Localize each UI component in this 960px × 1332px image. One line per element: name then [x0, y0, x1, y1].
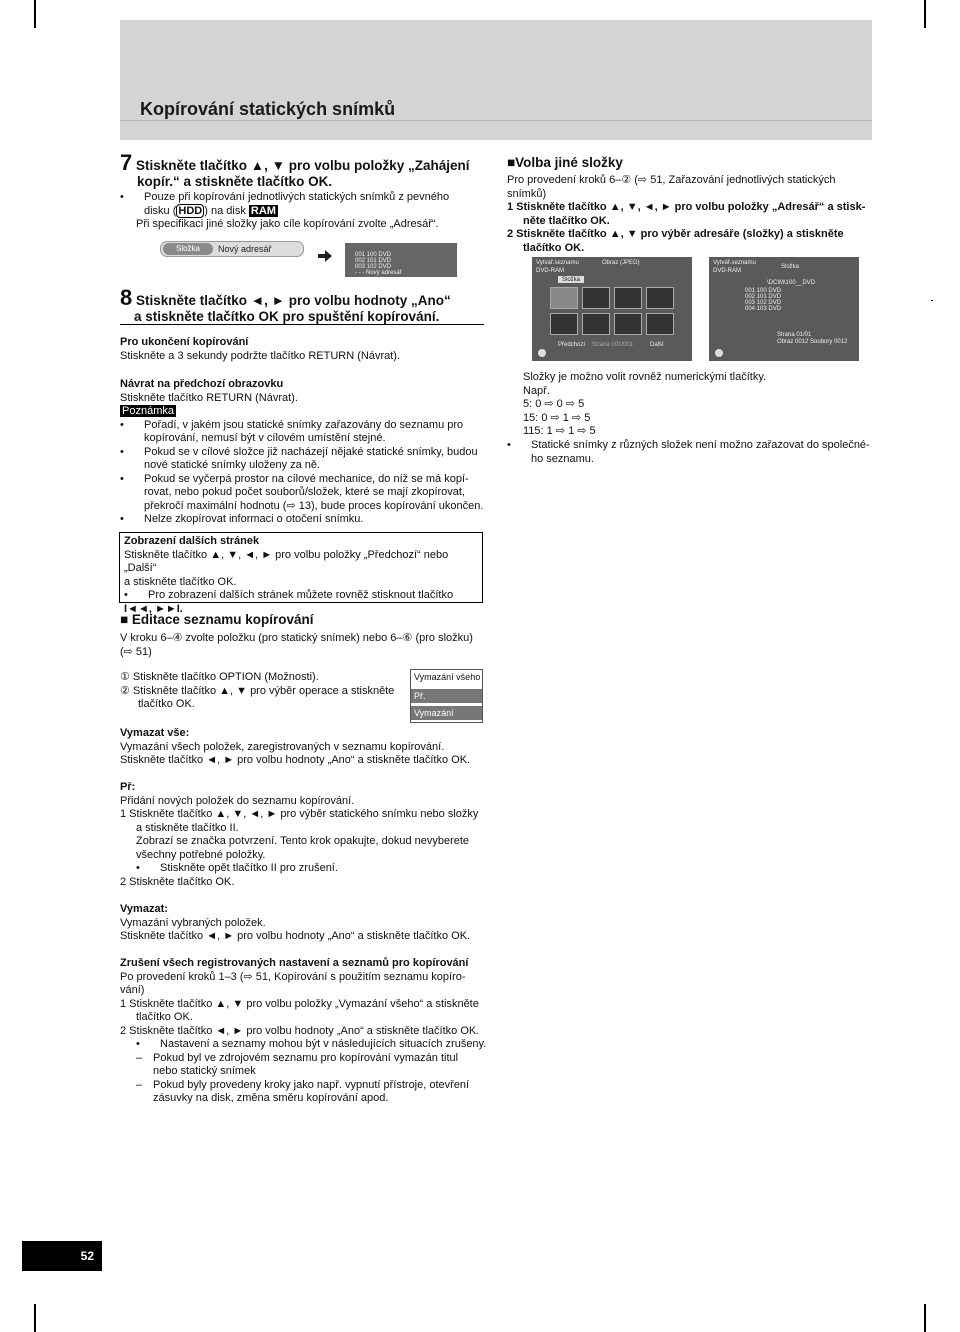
folder-row[interactable]: 001 100 DVD [355, 252, 392, 258]
thumbnail[interactable] [550, 313, 578, 335]
ram-badge: RAM [250, 204, 276, 217]
crop-mark [34, 0, 36, 28]
note-bullet: • Nelze zkopírovat informaci o otočení snímku. [120, 513, 490, 527]
step-bullet: • Pouze při kopírování jednotlivých statických snímků z pevného disku ( HDD ) na disk RAM [120, 191, 490, 218]
folder-row[interactable]: 004 103 DVD [745, 306, 782, 312]
step-heading-cont: kopír.“ a stiskněte tlačítko OK. [137, 174, 333, 189]
other-pages-box: Zobrazení dalších stránek Stiskněte tlačítko ▲, ▼, ◄, ► pro volbu položky „Předchozí“ nebo „Další“ a stiskněte tlačítko OK. • Pro zobrazení dalších stránek můžete rovněž stisknout tlačítko I◄◄, ►►I. [119, 532, 483, 603]
note-bullet: • Pokud se vyčerpá prostor na cílové mechanice, do níž se má kopí- rovat, nebo pokud počet souborů/složek, které se mají zkopírovat, překročí maximální hodnotu (⇨ 13), bude proces kopírování ukončen. [120, 473, 490, 514]
section-text: Stiskněte a 3 sekundy podržte tlačítko RETURN (Návrat). [120, 349, 400, 362]
step-heading-cont: a stiskněte tlačítko OK pro spuštění kopírování. [134, 309, 440, 324]
page-number: 52 [22, 1241, 102, 1271]
other-folder-section: ■Volba jiné složky Pro provedení kroků 6–② (⇨ 51, Zařazování jednotlivých statických snímků) 1 Stiskněte tlačítko ▲, ▼, ◄, ► pro volbu položky „Adresář“ a stisk- něte tlačítko OK. 2 Stiskněte tlačítko ▲, ▼ pro výběr adresáře (složky) a stiskněte tlačítko OK. [507, 155, 866, 254]
folder-row[interactable]: 003 102 DVD [745, 300, 782, 306]
page-indicator: Strana 001/001 [592, 342, 634, 348]
step-heading: Stiskněte tlačítko ▲, ▼ pro volbu položky „Zahájení [136, 158, 470, 173]
folder-row[interactable]: 003 102 DVD [355, 264, 392, 270]
thumbnail[interactable] [582, 313, 610, 335]
header-divider [120, 120, 872, 121]
box-title: Zobrazení dalších stránek [124, 535, 260, 547]
folder-button-strip [160, 241, 304, 257]
note-label: Poznámka [122, 405, 174, 417]
folder-select-screen: Vytvář.seznamu DVD-RAM Složka \DCIM\100__DVD 001 100 DVD 002 101 DVD 003 102 DVD 004 103 DVD Strana 01/01 Obraz 0012 Soubory 0012 [709, 257, 859, 361]
crop-mark [34, 1304, 36, 1332]
cancel-all-section: Zrušení všech registrovaných nastavení a seznamů pro kopírování Po provedení kroků 1–3 (⇨ 51, Kopírování s použitím seznamu kopíro- vání) 1 Stiskněte tlačítko ▲, ▼ pro volbu položky „Vymazání všeho“ a stiskněte tlačítko OK. 2 Stiskněte tlačítko ◄, ► pro volbu hodnoty „Ano“ a stiskněte tlačítko OK. • Nastavení a seznamy mohou být v následujících situacích zrušeny. – Pokud byl ve zdrojovém seznamu pro kopírování vymazán titul nebo statický snímek – Pokud byly provedeny kroky jako např. vypnutí přístroje, otevření zásuvky na disk, změna směru kopírování apod. [120, 957, 520, 1106]
back-section [120, 378, 490, 527]
folder-bullet: • Statické snímky z různých složek není možno zařazovat do společné- ho seznamu. [507, 439, 891, 466]
end-copy-section [120, 336, 490, 363]
note-bullet: • Pořadí, v jakém jsou statické snímky zařazovány do seznamu pro kopírování, nemusí být v cílovém umístění stejné. [120, 419, 490, 446]
section-heading: Volba jiné složky [515, 155, 623, 170]
page-title: Kopírování statických snímků [140, 99, 396, 119]
thumbnail[interactable] [646, 287, 674, 309]
folder-row[interactable]: 002 101 DVD [745, 294, 782, 300]
menu-item-add[interactable]: Př. [411, 689, 482, 703]
folder-list-screen [345, 243, 457, 277]
step-number: 7 [120, 150, 133, 175]
section-title: Pro ukončení kopírování [120, 336, 249, 348]
folder-row[interactable]: 001 100 DVD [745, 288, 782, 294]
delete-section: Vymazat: Vymazání vybraných položek. Stiskněte tlačítko ◄, ► pro volbu hodnoty „Ano“ a stiskněte tlačítko OK. [120, 903, 471, 942]
count-info: Obraz 0012 Soubory 0012 [777, 339, 848, 345]
menu-item-delete-all[interactable]: Vymazání všeho [411, 670, 482, 684]
option-menu [410, 669, 483, 723]
section-heading: Editace seznamu kopírování [131, 612, 314, 627]
list-screen-jpeg: Vytvář.seznamu Obraz (JPEG) DVD-RAM Složka Předchozí Strana 001/001 Další [532, 257, 692, 361]
folder-tab[interactable]: Složka [163, 243, 213, 255]
crop-mark [924, 1304, 926, 1332]
thumbnail[interactable] [582, 287, 610, 309]
divider [120, 324, 484, 325]
thumbnail[interactable] [614, 287, 642, 309]
crop-mark [924, 0, 926, 28]
ok-icon [715, 349, 723, 357]
folder-tab[interactable]: Složka [558, 276, 584, 283]
ok-icon [538, 349, 546, 357]
thumbnail[interactable] [614, 313, 642, 335]
delete-all-section: Vymazat vše: Vymazání všech položek, zaregistrovaných v seznamu kopírování. Stiskněte tlačítko ◄, ► pro volbu hodnoty „Ano“ a stiskněte tlačítko OK. [120, 727, 471, 766]
square-bullet-icon: ■ [507, 155, 516, 170]
note-bullet: • Pokud se v cílové složce již nacházejí nějaké statické snímky, budou nové statické snímky uloženy za ně. [120, 446, 490, 473]
next-button[interactable]: Další [650, 342, 664, 348]
square-bullet-icon: ■ [120, 612, 132, 627]
arrow-right-icon [318, 250, 332, 262]
step-7 [120, 150, 490, 232]
prev-button[interactable]: Předchozí [558, 342, 586, 348]
new-folder-label[interactable]: Nový adresář [218, 244, 272, 254]
add-section: Př: Přidání nových položek do seznamu kopírování. 1 Stiskněte tlačítko ▲, ▼, ◄, ► pro výběr statického snímku nebo složky a stiskněte tlačítko II. Zobrazí se značka potvrzení. Tento krok opakujte, dokud nevyberete všechny potřebné položky. • Stiskněte opět tlačítko II pro zrušení. 2 Stiskněte tlačítko OK. [120, 781, 520, 889]
folder-row-new[interactable]: - - - Nový adresář [355, 270, 402, 276]
thumbnail[interactable] [646, 313, 674, 335]
box-bullet: • Pro zobrazení dalších stránek můžete rovněž stisknout tlačítko [124, 589, 478, 603]
crop-mark [931, 300, 933, 301]
section-title: Návrat na předchozí obrazovku [120, 378, 284, 390]
step-heading: Stiskněte tlačítko ◄, ► pro volbu hodnoty „Ano“ [136, 293, 451, 308]
step-note: Při specifikaci jiné složky jako cíle kopírování zvolte „Adresář“. [136, 218, 439, 230]
folder-row[interactable]: 002 101 DVD [355, 258, 392, 264]
edit-section: ■ Editace seznamu kopírování V kroku 6–④ zvolte položku (pro statický snímek) nebo 6–⑥ (pro složku) (⇨ 51) ① Stiskněte tlačítko OPTION (Možnosti). ② Stiskněte tlačítko ▲, ▼ pro výběr operace a stiskněte tlačítko OK. [120, 612, 473, 710]
step-8 [120, 285, 490, 325]
page-indicator: Strana 01/01 [777, 332, 812, 338]
hdd-badge: HDD [178, 204, 203, 217]
page-header [120, 20, 872, 140]
section-text: Stiskněte tlačítko RETURN (Návrat). [120, 391, 298, 404]
thumbnail[interactable] [550, 287, 578, 309]
numeric-folder-info: Složky je možno volit rovněž numerickými tlačítky. Např. 5: 0 ⇨ 0 ⇨ 5 15: 0 ⇨ 1 ⇨ 5 115: 1 ⇨ 1 ⇨ 5 [523, 371, 767, 437]
step-number: 8 [120, 285, 133, 310]
menu-item-delete[interactable]: Vymazání [411, 706, 482, 720]
